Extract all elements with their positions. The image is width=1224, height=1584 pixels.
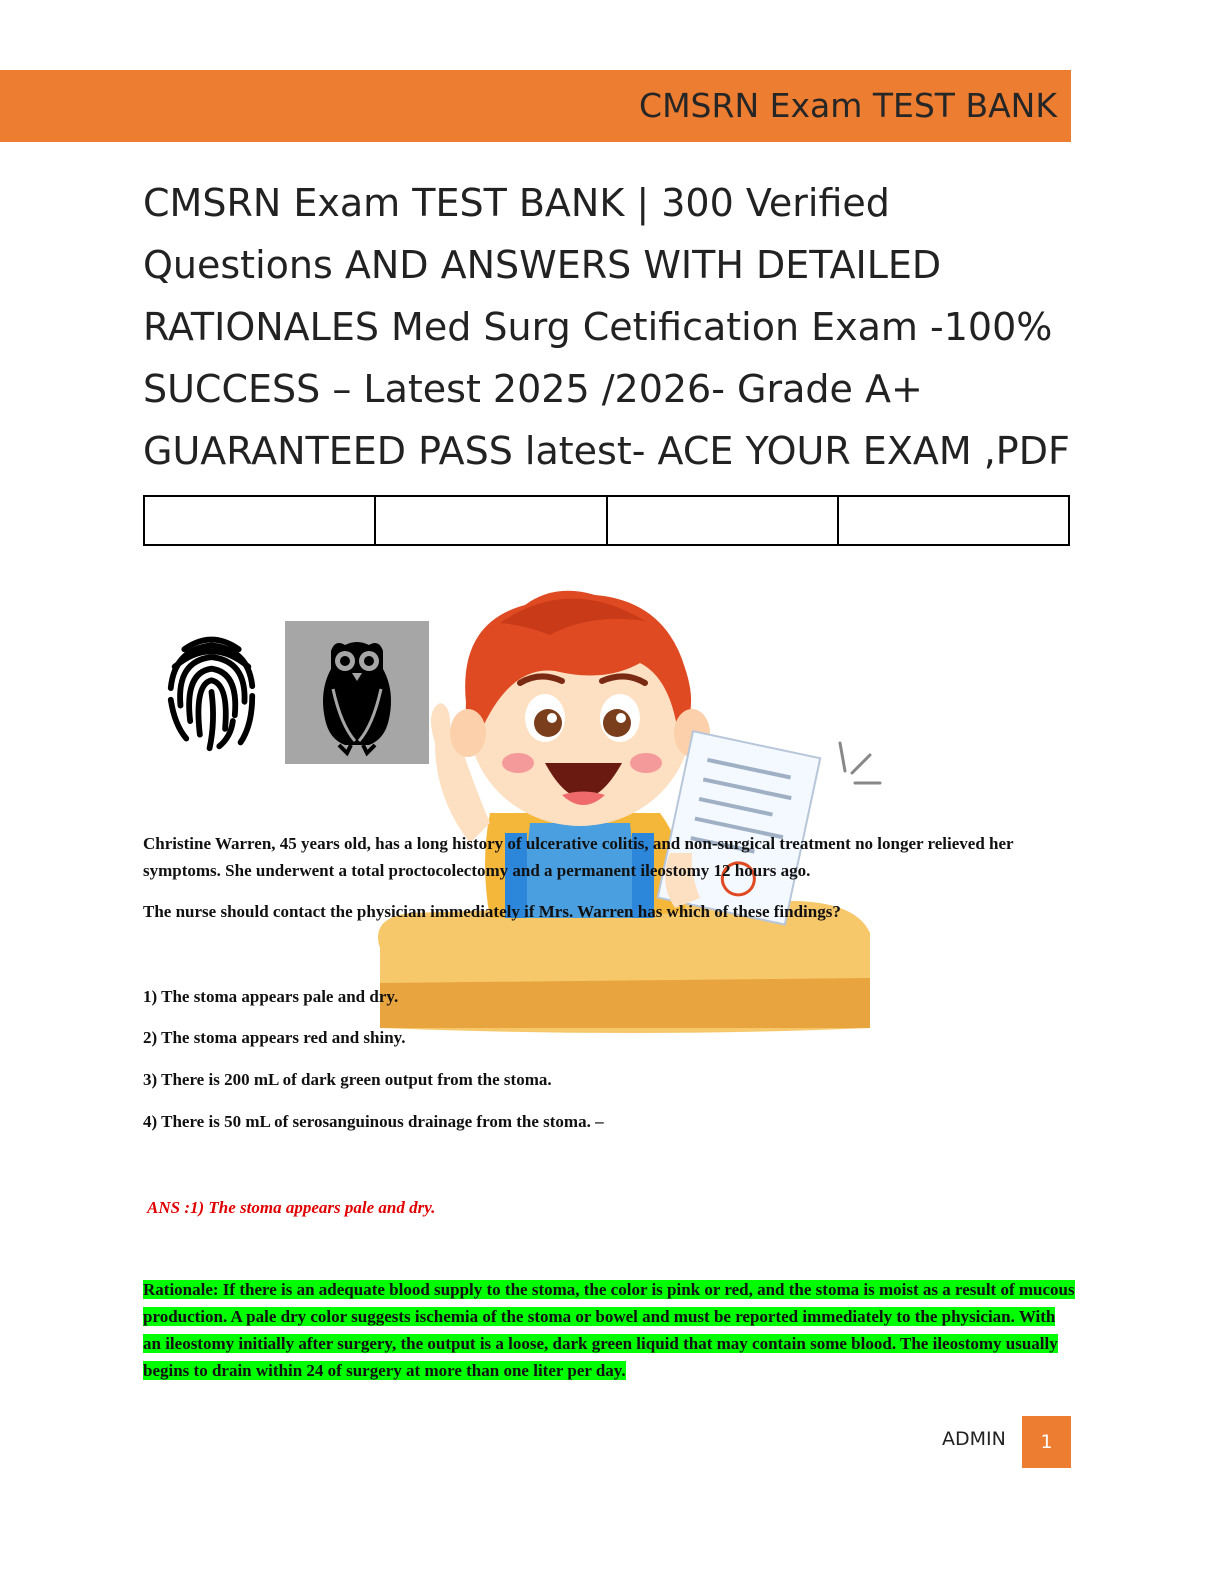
fingerprint-icon — [163, 626, 260, 756]
rationale — [143, 1276, 1075, 1384]
answer-option: 2) The stoma appears red and shiny. — [143, 1028, 406, 1047]
page-number: 1 — [1022, 1416, 1071, 1468]
title-line: GUARANTEED PASS latest- ACE YOUR EXAM ,PDF — [143, 429, 1070, 473]
table-cell — [144, 496, 375, 545]
title-line: Questions AND ANSWERS WITH DETAILED — [143, 243, 942, 287]
empty-table — [143, 495, 1070, 546]
title-line: RATIONALES Med Surg Cetification Exam -100% — [143, 305, 1053, 349]
table-cell — [607, 496, 838, 545]
header-band — [0, 70, 1071, 142]
boy-thumbs-up-illustration — [340, 583, 885, 1033]
question-stem: Christine Warren, 45 years old, has a long history of ulcerative colitis, and non-surgical treatment no longer relieved her symptoms. She underwent a total proctocolectomy and a permanent ileostomy 12 hours ago. — [143, 834, 1014, 880]
table-cell — [838, 496, 1069, 545]
question-prompt: The nurse should contact the physician immediately if Mrs. Warren has which of these findings? — [143, 902, 841, 921]
title-line: SUCCESS – Latest 2025 /2026- Grade A+ — [143, 367, 923, 411]
answer-option: 4) There is 50 mL of serosanguinous drainage from the stoma. – — [143, 1112, 604, 1131]
table-cell — [375, 496, 606, 545]
answer-option: 3) There is 200 mL of dark green output from the stoma. — [143, 1070, 552, 1089]
title-line: CMSRN Exam TEST BANK | 300 Verified — [143, 181, 890, 225]
table-row — [144, 496, 1069, 545]
answer-option: 1) The stoma appears pale and dry. — [143, 987, 399, 1006]
correct-answer: ANS :1) The stoma appears pale and dry. — [147, 1198, 436, 1217]
footer-author: ADMIN — [942, 1428, 1006, 1450]
header-title: CMSRN Exam TEST BANK — [639, 86, 1057, 125]
rationale-text: Rationale: If there is an adequate blood supply to the stoma, the color is pink or red, and the stoma is moist as a result of mucous production. A pale dry color suggests ischemia of the stoma or bowel and must be reported immediately to the physician. With an ileostomy initially after surgery, the output is a loose, dark green liquid that may contain some blood. The ileostomy usually begins to drain within 24 of surgery at more than one liter per day. — [143, 1280, 1075, 1380]
document-title — [143, 172, 1083, 482]
